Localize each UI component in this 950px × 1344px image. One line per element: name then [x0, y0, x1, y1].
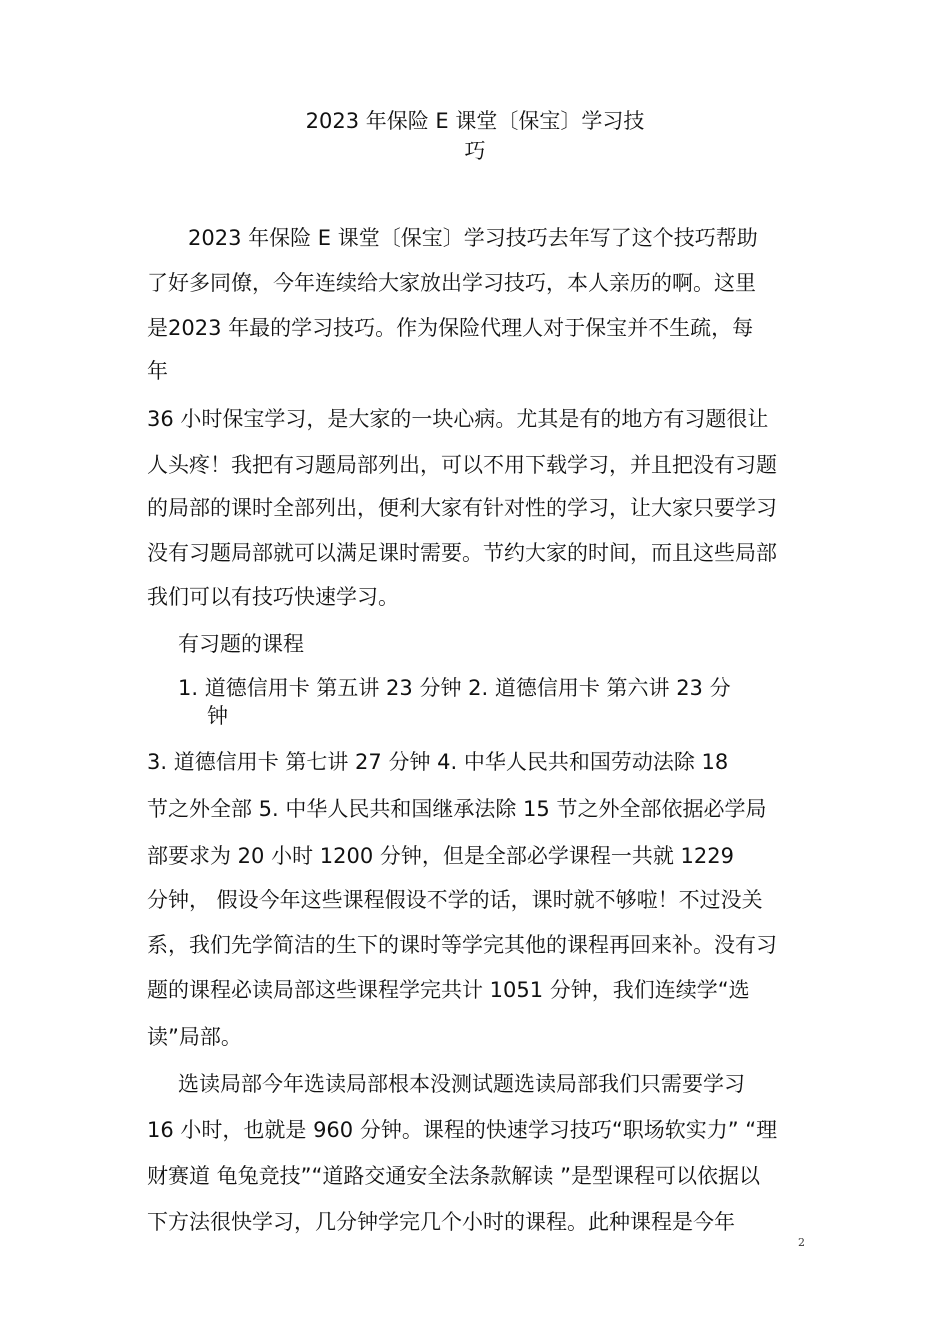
paragraph-line: 我们可以有技巧快速学习。 — [147, 585, 399, 609]
paragraph-line: 读”局部。 — [147, 1025, 242, 1049]
paragraph-line: 没有习题局部就可以满足课时需要。节约大家的时间，而且这些局部 — [147, 541, 777, 565]
section-heading: 有习题的课程 — [178, 632, 304, 656]
paragraph-line: 题的课程必读局部这些课程学完共计 1051 分钟，我们连续学“选 — [147, 978, 750, 1002]
paragraph-line: 选读局部今年选读局部根本没测试题选读局部我们只需要学习 — [178, 1072, 745, 1096]
paragraph-line: 了好多同僚，今年连续给大家放出学习技巧，本人亲历的啊。这里 — [147, 271, 756, 295]
paragraph-line: 36 小时保宝学习，是大家的一块心病。尤其是有的地方有习题很让 — [147, 407, 769, 431]
paragraph-line: 下方法很快学习，几分钟学完几个小时的课程。此种课程是今年 — [147, 1210, 735, 1234]
document-title-line-1: 2023 年保险 E 课堂〔保宝〕学习技 — [305, 109, 645, 133]
paragraph-line: 部要求为 20 小时 1200 分钟，但是全部必学课程一共就 1229 — [147, 844, 734, 868]
paragraph-line: 系，我们先学简洁的生下的课时等学完其他的课程再回来补。没有习 — [147, 933, 777, 957]
paragraph-line: 是2023 年最的学习技巧。作为保险代理人对于保宝并不生疏，每 — [147, 316, 754, 340]
paragraph-line: 3. 道德信用卡 第七讲 27 分钟 4. 中华人民共和国劳动法除 18 — [147, 750, 729, 774]
paragraph-line: 分钟， 假设今年这些课程假设不学的话，课时就不够啦！不过没关 — [147, 888, 763, 912]
list-line: 钟 — [207, 704, 228, 728]
paragraph-line: 人头疼！我把有习题局部列出，可以不用下载学习，并且把没有习题 — [147, 453, 777, 477]
paragraph-line: 16 小时，也就是 960 分钟。课程的快速学习技巧“职场软实力” “理 — [147, 1118, 778, 1142]
page-number: 2 — [798, 1236, 805, 1249]
list-line: 1. 道德信用卡 第五讲 23 分钟 2. 道德信用卡 第六讲 23 分 — [178, 676, 731, 700]
paragraph-line: 的局部的课时全部列出，便利大家有针对性的学习，让大家只要学习 — [147, 496, 777, 520]
paragraph-line: 年 — [147, 359, 168, 383]
paragraph-line: 财赛道 龟兔竞技”“道路交通安全法条款解读 ”是型课程可以依据以 — [147, 1164, 760, 1188]
paragraph-line: 节之外全部 5. 中华人民共和国继承法除 15 节之外全部依据必学局 — [147, 797, 767, 821]
document-title-line-2: 巧 — [464, 139, 486, 163]
paragraph-line: 2023 年保险 E 课堂〔保宝〕学习技巧去年写了这个技巧帮助 — [188, 226, 758, 250]
